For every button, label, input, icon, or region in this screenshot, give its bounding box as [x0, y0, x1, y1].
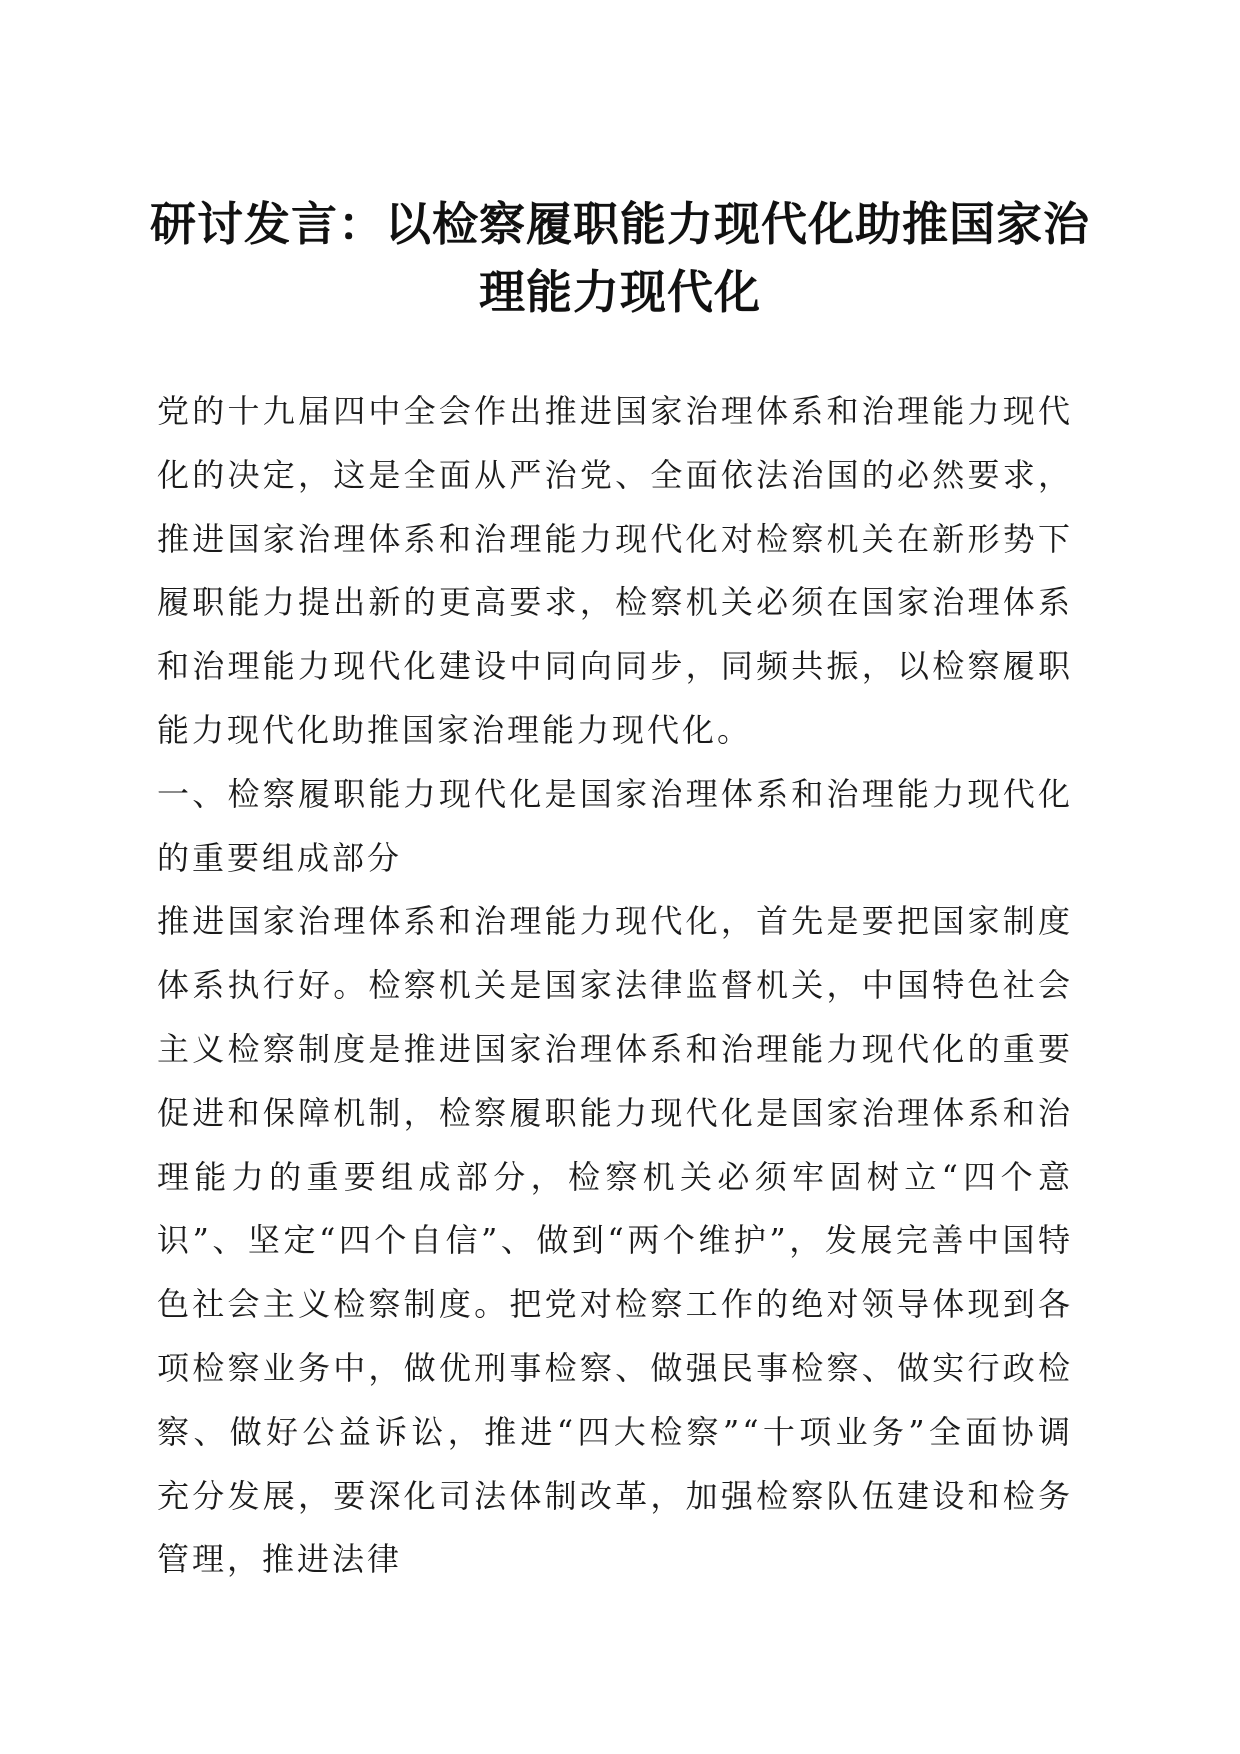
section-heading-1: 一、检察履职能力现代化是国家治理体系和治理能力现代化的重要组成部分: [157, 774, 1073, 877]
paragraph-intro: 党的十九届四中全会作出推进国家治理体系和治理能力现代化的决定，这是全面从严治党、全面依法治国的必然要求，推进国家治理体系和治理能力现代化对检察机关在新形势下履职能力提出新的更高要求，检察机关必须在国家治理体系和治理能力现代化建设中同向同步，同频共振，以检察履职能力现代化助推国家治理能力现代化。: [157, 392, 1073, 749]
document-body: [157, 380, 1073, 1592]
paragraph-section-1: 推进国家治理体系和治理能力现代化，首先是要把国家制度体系执行好。检察机关是国家法律监督机关，中国特色社会主义检察制度是推进国家治理体系和治理能力现代化的重要促进和保障机制，检察履职能力现代化是国家治理体系和治理能力的重要组成部分，检察机关必须牢固树立“四个意识”、坚定“四个自信”、做到“两个维护”，发展完善中国特色社会主义检察制度。把党对检察工作的绝对领导体现到各项检察业务中，做优刑事检察、做强民事检察、做实行政检察、做好公益诉讼，推进“四大检察”“十项业务”全面协调充分发展，要深化司法体制改革，加强检察队伍建设和检务管理，推进法律: [157, 902, 1073, 1579]
document-title: 研讨发言：以检察履职能力现代化助推国家治理能力现代化: [150, 197, 1090, 319]
